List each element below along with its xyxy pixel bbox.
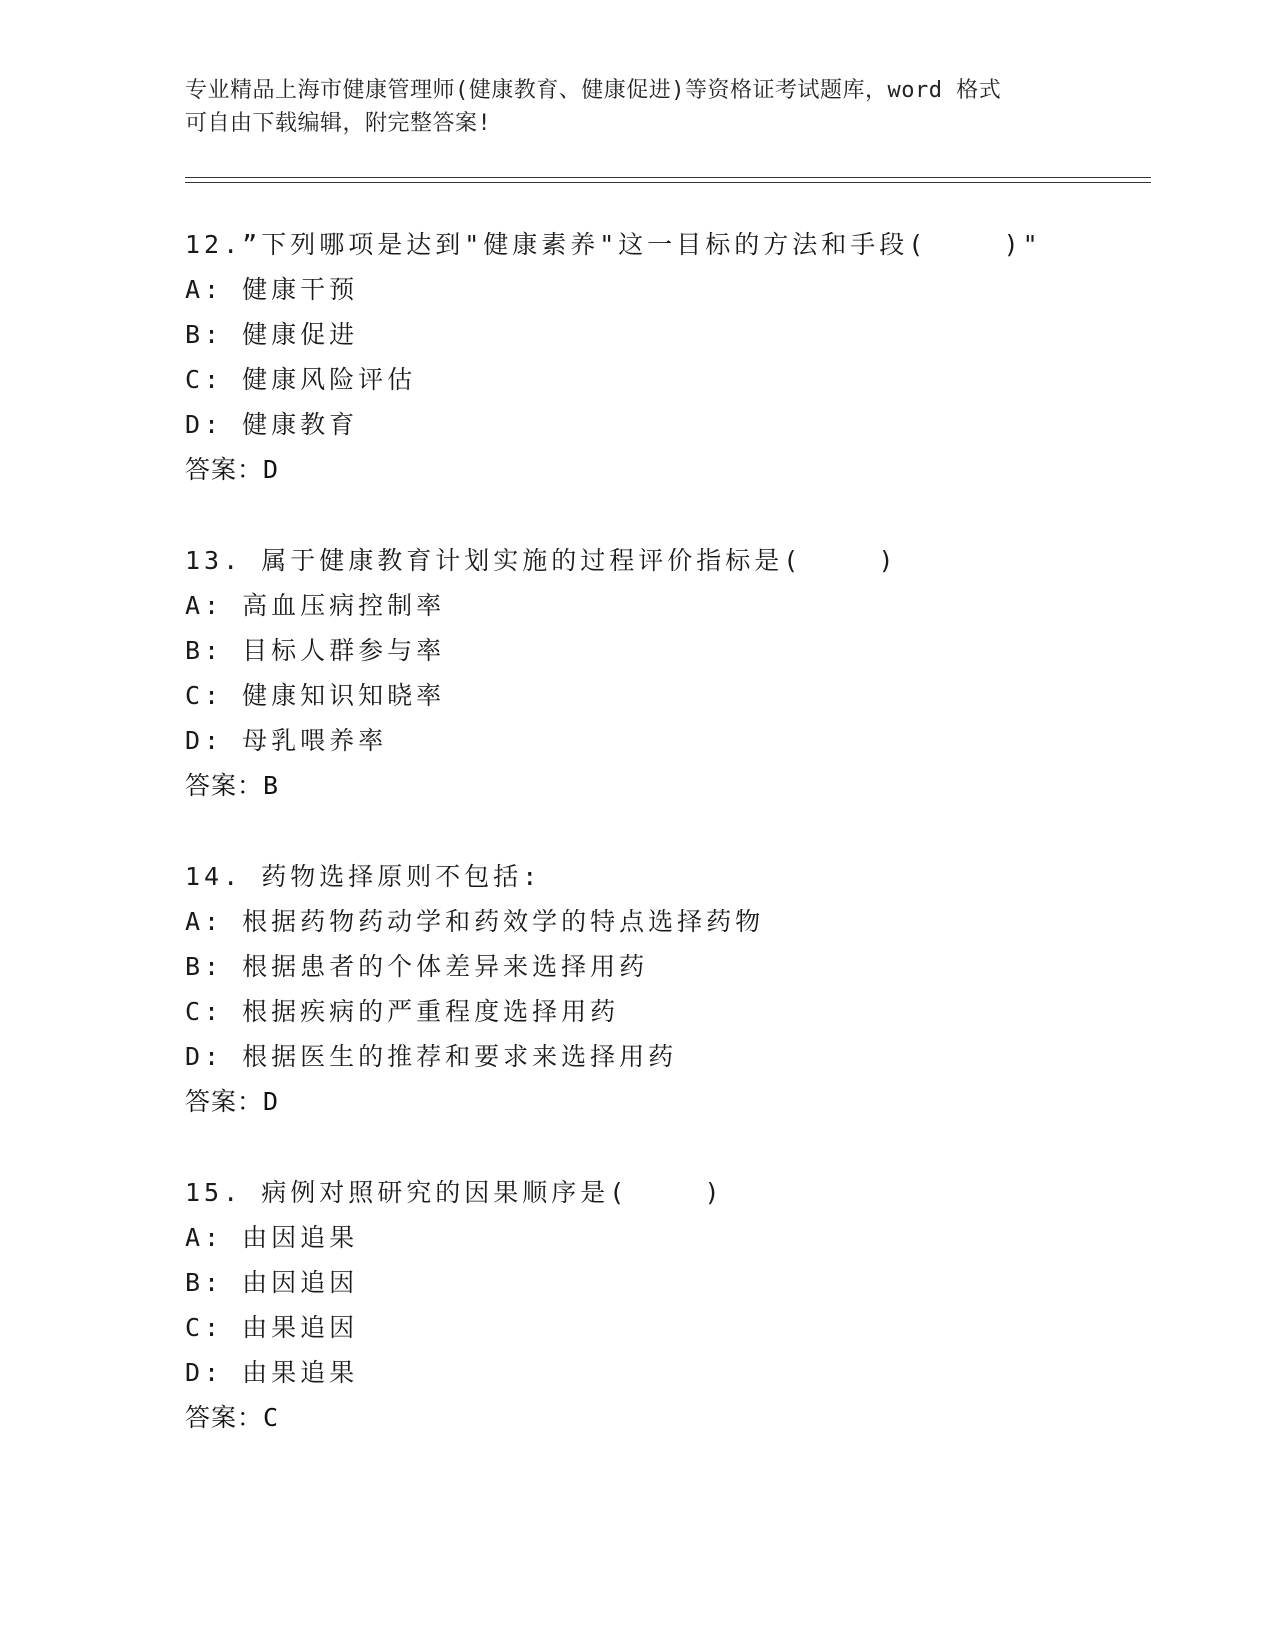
option-d: D: 母乳喂养率 — [185, 726, 388, 755]
option-a: A: 高血压病控制率 — [185, 591, 446, 620]
option-d: D: 健康教育 — [185, 410, 359, 439]
option-a: A: 由因追果 — [185, 1223, 359, 1252]
answer-value: C — [263, 1403, 280, 1432]
question-stem: 14. 药物选择原则不包括: — [185, 862, 542, 891]
option-d: D: 根据医生的推荐和要求来选择用药 — [185, 1042, 678, 1071]
answer-label: 答案： — [185, 1403, 264, 1432]
header-divider-bottom — [185, 182, 1151, 183]
option-b: B: 目标人群参与率 — [185, 636, 446, 665]
question-stem: 13. 属于健康教育计划实施的过程评价指标是( ) — [185, 546, 898, 575]
answer-label: 答案： — [185, 1087, 264, 1116]
document-header — [185, 74, 1085, 140]
option-c: C: 根据疾病的严重程度选择用药 — [185, 997, 620, 1026]
option-c: C: 由果追因 — [185, 1313, 359, 1342]
answer-value: B — [263, 771, 280, 800]
question-15 — [185, 1170, 1145, 1440]
question-12 — [185, 222, 1145, 492]
question-13 — [185, 538, 1145, 808]
answer-value: D — [263, 455, 280, 484]
header-divider-top — [185, 177, 1151, 178]
answer-line — [185, 1395, 1145, 1440]
question-14 — [185, 854, 1145, 1124]
option-a: A: 根据药物药动学和药效学的特点选择药物 — [185, 907, 765, 936]
header-line-2: 可自由下载编辑，附完整答案! — [185, 111, 492, 136]
option-b: B: 根据患者的个体差异来选择用药 — [185, 952, 649, 981]
header-line-1: 专业精品上海市健康管理师(健康教育、健康促进)等资格证考试题库，word 格式 — [185, 78, 1002, 103]
answer-label: 答案： — [185, 771, 264, 800]
answer-line — [185, 1079, 1145, 1124]
option-c: C: 健康知识知晓率 — [185, 681, 446, 710]
option-b: B: 由因追因 — [185, 1268, 359, 1297]
question-stem: 15. 病例对照研究的因果顺序是( ) — [185, 1178, 724, 1207]
option-c: C: 健康风险评估 — [185, 365, 417, 394]
option-d: D: 由果追果 — [185, 1358, 359, 1387]
answer-value: D — [263, 1087, 280, 1116]
answer-label: 答案： — [185, 455, 264, 484]
option-b: B: 健康促进 — [185, 320, 359, 349]
question-stem: 12.”下列哪项是达到"健康素养"这一目标的方法和手段( )" — [185, 230, 1042, 259]
option-a: A: 健康干预 — [185, 275, 359, 304]
answer-line — [185, 447, 1145, 492]
answer-line — [185, 763, 1145, 808]
